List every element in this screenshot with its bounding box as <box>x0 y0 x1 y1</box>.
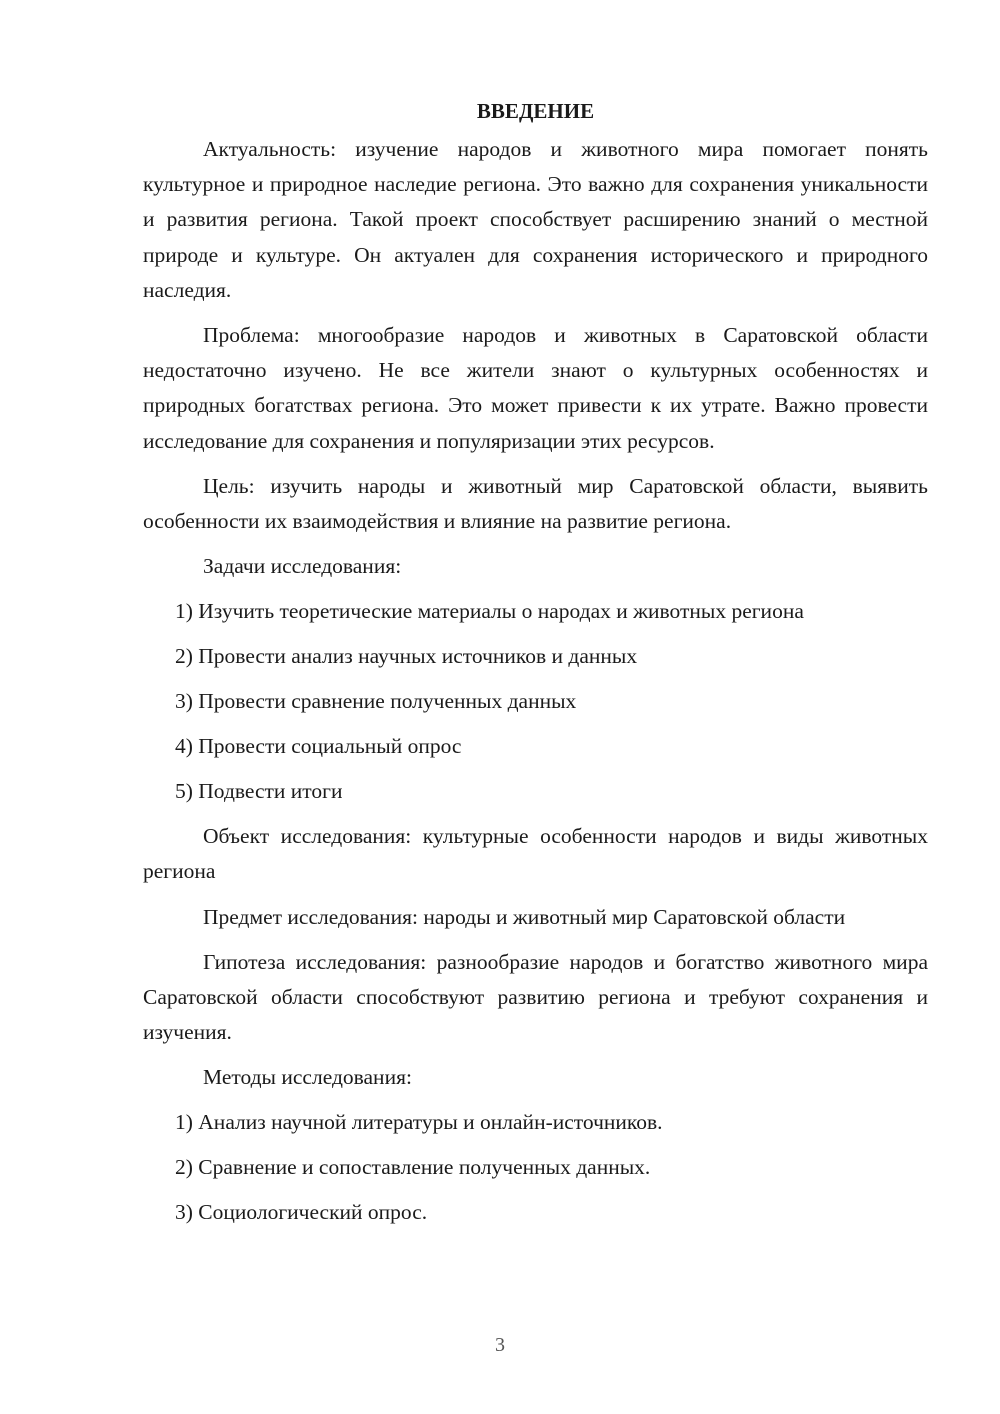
document-page <box>143 94 928 1240</box>
relevance-paragraph: Актуальность: изучение народов и животного мира помогает понять культурное и природное наследие региона. Это важно для сохранения уникальности и развития региона. Такой проект способствует расширению знаний о местной природе и культуре. Он актуален для сохранения исторического и природного наследия. <box>143 137 928 302</box>
list-item: 1) Изучить теоретические материалы о народах и животных региона <box>175 599 804 624</box>
methods-heading: Методы исследования: <box>203 1065 412 1090</box>
list-item: 3) Провести сравнение полученных данных <box>175 689 577 714</box>
subject-paragraph: Предмет исследования: народы и животный мир Саратовской области <box>203 904 846 929</box>
list-item: 3) Социологический опрос. <box>175 1200 428 1225</box>
hypothesis-paragraph: Гипотеза исследования: разнообразие народов и богатство животного мира Саратовской области способствуют развитию региона и требуют сохранения и изучения. <box>143 949 928 1045</box>
tasks-list <box>143 594 928 809</box>
list-item: 1) Анализ научной литературы и онлайн-источников. <box>175 1110 663 1135</box>
methods-list <box>143 1105 928 1230</box>
goal-paragraph: Цель: изучить народы и животный мир Саратовской области, выявить особенности их взаимодействия и влияние на развитие региона. <box>143 473 928 534</box>
list-item: 2) Провести анализ научных источников и данных <box>175 644 638 669</box>
tasks-heading: Задачи исследования: <box>203 554 402 579</box>
list-item: 5) Подвести итоги <box>175 779 343 804</box>
page-number: 3 <box>495 1334 505 1356</box>
problem-paragraph: Проблема: многообразие народов и животных в Саратовской области недостаточно изучено. Не все жители знают о культурных особенностях и природных богатствах региона. Это может привести к их утрате. Важно провести исследование для сохранения и популяризации этих ресурсов. <box>143 323 928 453</box>
page-title: ВВЕДЕНИЕ <box>476 99 595 123</box>
list-item: 4) Провести социальный опрос <box>175 734 462 759</box>
object-paragraph: Объект исследования: культурные особенности народов и виды животных региона <box>143 824 928 884</box>
list-item: 2) Сравнение и сопоставление полученных данных. <box>175 1155 651 1180</box>
